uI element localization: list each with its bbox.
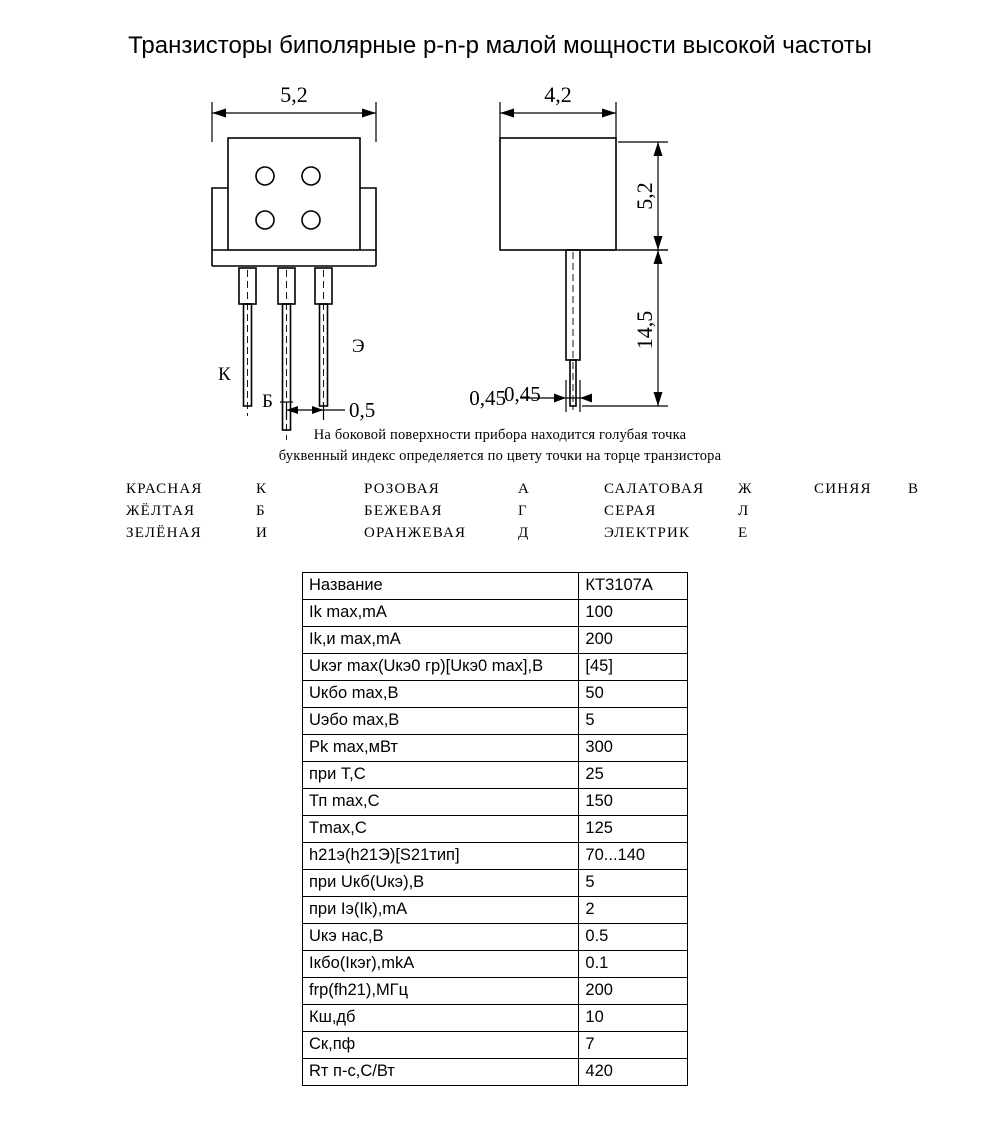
param-value: 2 — [579, 897, 688, 924]
dim-lead-pitch-label: 0,5 — [349, 398, 376, 422]
param-value: 5 — [579, 870, 688, 897]
color-code-3: Е — [738, 525, 749, 541]
front-hole-3 — [256, 211, 274, 229]
param-value: 200 — [579, 627, 688, 654]
param-value: 25 — [579, 762, 688, 789]
table-row — [303, 951, 688, 978]
param-value: 10 — [579, 1005, 688, 1032]
param-value: 150 — [579, 789, 688, 816]
param-value: 7 — [579, 1032, 688, 1059]
color-index-table — [124, 478, 924, 544]
color-code-1: И — [256, 525, 269, 541]
param-name: Uкбо max,B — [303, 681, 579, 708]
param-name: при Uкб(Uкэ),В — [303, 870, 579, 897]
color-code-2: А — [518, 481, 531, 497]
note-line-1: На боковой поверхности прибора находится голубая точка — [313, 427, 687, 443]
color-name-3: ЭЛЕКТРИК — [604, 525, 691, 541]
table-row — [303, 789, 688, 816]
notes-block — [0, 425, 1000, 467]
dim-lead-pitch — [287, 402, 346, 420]
front-hole-4 — [302, 211, 320, 229]
note-line-2: буквенный индекс определяется по цвету точки на торце транзистора — [278, 448, 722, 465]
param-name: h21э(h21Э)[S21тип] — [303, 843, 579, 870]
front-leads — [239, 268, 332, 430]
param-name: Название — [303, 573, 579, 600]
table-row — [303, 654, 688, 681]
color-name-2: ОРАНЖЕВАЯ — [364, 525, 467, 541]
dim-side-width-label: 4,2 — [544, 82, 572, 107]
param-name: Тп max,С — [303, 789, 579, 816]
param-value: 0.1 — [579, 951, 688, 978]
dim-lead-thickness-text: 0,45 — [504, 382, 541, 406]
color-name-1: ЗЕЛЁНАЯ — [126, 525, 202, 541]
color-code-1: Б — [256, 503, 266, 519]
color-name-4: СИНЯЯ — [814, 481, 872, 497]
label-emitter: Э — [352, 336, 365, 357]
color-code-2: Г — [518, 503, 528, 519]
color-index-row — [124, 478, 921, 500]
param-name: Iкбо(Iкэr),mkA — [303, 951, 579, 978]
param-name: Rт п-с,С/Вт — [303, 1059, 579, 1086]
front-hole-1 — [256, 167, 274, 185]
color-code-3: Ж — [738, 481, 753, 497]
param-name: Uкэ нас,В — [303, 924, 579, 951]
side-body — [500, 138, 616, 250]
front-hole-2 — [302, 167, 320, 185]
dim-lead-thickness-label: 0,45 — [469, 386, 506, 410]
color-code-4 — [906, 500, 921, 522]
table-row — [303, 1032, 688, 1059]
param-value: 0.5 — [579, 924, 688, 951]
param-name: Uэбо max,B — [303, 708, 579, 735]
table-row — [303, 600, 688, 627]
dim-front-width-label: 5,2 — [280, 82, 308, 107]
color-code-3: Л — [738, 503, 750, 519]
param-value: 200 — [579, 978, 688, 1005]
label-collector: К — [218, 364, 231, 385]
param-name: Uкэr max(Uкэ0 гр)[Uкэ0 max],B — [303, 654, 579, 681]
package-drawing-svg — [0, 80, 1000, 480]
dim-side-height-label: 5,2 — [632, 182, 657, 210]
table-row — [303, 681, 688, 708]
param-name: Ск,пф — [303, 1032, 579, 1059]
dim-lead-length-label: 14,5 — [632, 310, 657, 350]
param-name: Ik max,mA — [303, 600, 579, 627]
table-row — [303, 1005, 688, 1032]
param-name: Тmax,С — [303, 816, 579, 843]
color-index-row — [124, 500, 921, 522]
param-value: 70...140 — [579, 843, 688, 870]
table-row — [303, 924, 688, 951]
table-row — [303, 1059, 688, 1086]
color-name-3: САЛАТОВАЯ — [604, 481, 705, 497]
color-name-4 — [812, 500, 906, 522]
front-body — [228, 138, 360, 250]
param-value: 5 — [579, 708, 688, 735]
param-name: при Т,С — [303, 762, 579, 789]
color-code-4: В — [908, 481, 920, 497]
color-name-2: БЕЖЕВАЯ — [364, 503, 443, 519]
front-lead-centerlines — [248, 270, 324, 440]
param-name: Pk max,мВт — [303, 735, 579, 762]
param-name: Кш,дб — [303, 1005, 579, 1032]
page-title: Транзисторы биполярные p-n-p малой мощности высокой частоты — [128, 32, 872, 59]
param-value: 125 — [579, 816, 688, 843]
color-code-1: К — [256, 481, 268, 497]
package-drawing — [0, 80, 1000, 480]
table-row — [303, 978, 688, 1005]
table-row — [303, 735, 688, 762]
param-name: Ik,и max,mA — [303, 627, 579, 654]
color-name-1: КРАСНАЯ — [126, 481, 203, 497]
param-name: при Iэ(Ik),mA — [303, 897, 579, 924]
front-right-tab — [360, 188, 376, 250]
param-value: [45] — [579, 654, 688, 681]
front-left-tab — [212, 188, 228, 250]
table-row — [303, 708, 688, 735]
param-value: КТ3107А — [579, 573, 688, 600]
table-row — [303, 627, 688, 654]
dim-side-width — [500, 102, 616, 142]
param-name: frp(fh21),МГц — [303, 978, 579, 1005]
param-value: 50 — [579, 681, 688, 708]
color-name-1: ЖЁЛТАЯ — [126, 503, 196, 519]
table-row — [303, 762, 688, 789]
table-row — [303, 870, 688, 897]
dim-front-width — [212, 102, 376, 142]
color-name-3: СЕРАЯ — [604, 503, 657, 519]
color-name-2: РОЗОВАЯ — [364, 481, 441, 497]
table-row — [303, 843, 688, 870]
color-name-4 — [812, 522, 906, 544]
color-code-2: Д — [518, 525, 530, 541]
param-value: 300 — [579, 735, 688, 762]
param-value: 420 — [579, 1059, 688, 1086]
color-code-4 — [906, 522, 921, 544]
table-row — [303, 573, 688, 600]
color-index-row — [124, 522, 921, 544]
label-base: Б — [262, 391, 273, 412]
parameters-table — [302, 572, 688, 1086]
table-row — [303, 897, 688, 924]
table-row — [303, 816, 688, 843]
param-value: 100 — [579, 600, 688, 627]
